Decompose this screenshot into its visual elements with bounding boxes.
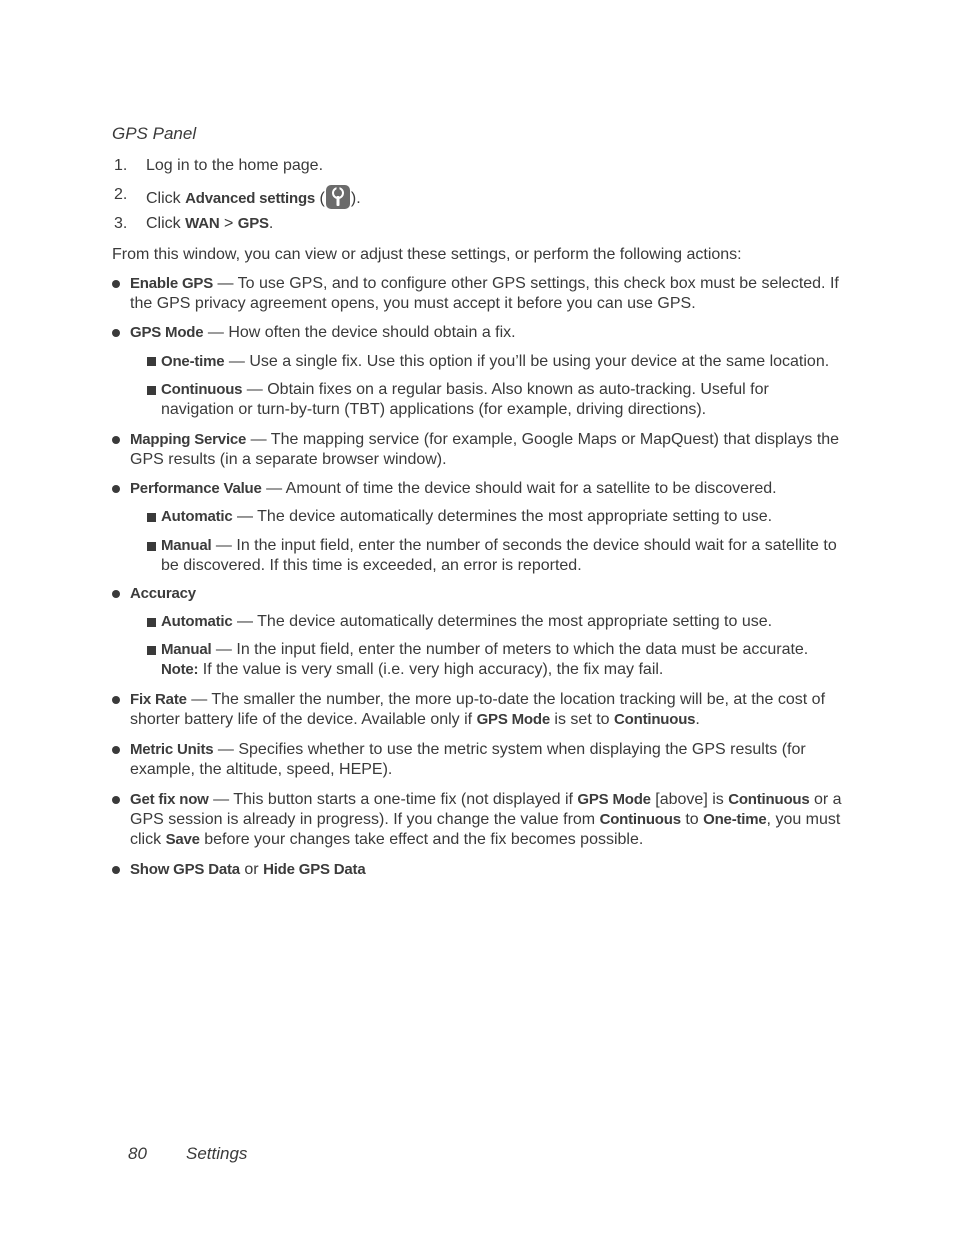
gps-label: GPS <box>237 215 269 232</box>
item-label: Continuous <box>161 381 243 398</box>
footer-section: Settings <box>186 1144 248 1163</box>
page-number: 80 <box>128 1144 147 1163</box>
path-separator: > <box>219 215 238 232</box>
item-label: Manual <box>161 641 212 658</box>
item-label: Fix Rate <box>130 691 187 708</box>
bullet-icon <box>112 436 120 444</box>
section-title: GPS Panel <box>112 124 197 143</box>
item-desc: is set to <box>549 711 615 728</box>
item-desc: or a GPS session is already in progress). If you change the value from <box>130 791 842 828</box>
gps-mode-ref: GPS Mode <box>476 711 550 728</box>
subitem-acc-automatic <box>161 612 843 632</box>
step-number: 1. <box>114 157 128 174</box>
subitem-one-time <box>161 352 843 372</box>
item-desc: before your changes take effect and the fix becomes possible. <box>199 831 644 848</box>
item-label: Manual <box>161 537 212 554</box>
item-show-gps-data <box>130 860 842 880</box>
item-desc: — Amount of time the device should wait for a satellite to be discovered. <box>261 480 777 497</box>
item-desc: — This button starts a one-time fix (not displayed if <box>208 791 578 808</box>
paren-open: ( <box>315 190 325 207</box>
continuous-ref: Continuous <box>599 811 681 828</box>
bullet-icon <box>112 590 120 598</box>
item-enable-gps <box>130 274 842 314</box>
step-text <box>146 214 273 234</box>
step-number: 2. <box>114 186 128 203</box>
square-bullet-icon <box>147 646 156 655</box>
subitem-acc-manual <box>161 640 843 680</box>
gps-mode-ref: GPS Mode <box>577 791 651 808</box>
item-desc: — In the input field, enter the number of seconds the device should wait for a satellite to be discovered. If this time is exceeded, an error is reported. <box>161 537 837 574</box>
square-bullet-icon <box>147 542 156 551</box>
bullet-icon <box>112 485 120 493</box>
paren-close: ). <box>350 190 361 207</box>
item-desc: — The smaller the number, the more up-to-date the location tracking will be, at the cost of shorter battery life of the device. Available only if <box>130 691 826 728</box>
period: . <box>268 215 274 232</box>
save-ref: Save <box>165 831 200 848</box>
step-number: 3. <box>114 215 128 232</box>
item-desc: , you must click <box>130 811 841 848</box>
wrench-icon <box>326 185 350 209</box>
note-label: Note: <box>161 661 199 678</box>
item-desc: — Obtain fixes on a regular basis. Also known as auto-tracking. Useful for navigation or turn-by-turn (TBT) applications (for example, driving directions). <box>161 381 769 418</box>
subitem-perf-automatic <box>161 507 843 527</box>
item-desc: or <box>239 861 264 878</box>
item-desc: — Use a single fix. Use this option if you’ll be using your device at the same location. <box>224 353 830 370</box>
item-desc: — The device automatically determines the most appropriate setting to use. <box>232 613 773 630</box>
subitem-continuous <box>161 380 843 420</box>
item-desc: — To use GPS, and to configure other GPS settings, this check box must be selected. If the GPS privacy agreement opens, you must accept it before you can use GPS. <box>130 275 839 312</box>
item-label: GPS Mode <box>130 324 204 341</box>
square-bullet-icon <box>147 513 156 522</box>
item-fix-rate <box>130 690 842 730</box>
bullet-icon <box>112 746 120 754</box>
square-bullet-icon <box>147 357 156 366</box>
one-time-ref: One-time <box>703 811 767 828</box>
bullet-icon <box>112 866 120 874</box>
square-bullet-icon <box>147 618 156 627</box>
continuous-ref: Continuous <box>614 711 696 728</box>
item-label: Mapping Service <box>130 431 247 448</box>
step-text <box>146 185 361 209</box>
item-label: Automatic <box>161 613 233 630</box>
item-accuracy <box>130 584 842 604</box>
note-text: If the value is very small (i.e. very high accuracy), the fix may fail. <box>198 661 664 678</box>
item-get-fix-now <box>130 790 842 850</box>
item-label: One-time <box>161 353 225 370</box>
step-text: Log in to the home page. <box>146 157 324 174</box>
item-desc: — Specifies whether to use the metric system when displaying the GPS results (for example, the altitude, speed, HEPE). <box>130 741 806 778</box>
item-label: Automatic <box>161 508 233 525</box>
item-label: Accuracy <box>130 585 196 602</box>
item-label: Get fix now <box>130 791 209 808</box>
item-desc: — The mapping service (for example, Google Maps or MapQuest) that displays the GPS results (in a separate browser window). <box>130 431 840 468</box>
item-metric-units <box>130 740 842 780</box>
continuous-ref: Continuous <box>728 791 810 808</box>
period: . <box>695 711 700 728</box>
bullet-icon <box>112 696 120 704</box>
wan-label: WAN <box>185 215 220 232</box>
item-desc: to <box>680 811 704 828</box>
item-desc: [above] is <box>650 791 729 808</box>
item-label: Hide GPS Data <box>263 861 366 878</box>
item-label: Enable GPS <box>130 275 214 292</box>
bullet-icon <box>112 329 120 337</box>
step-prefix: Click <box>146 215 186 232</box>
step-prefix: Click <box>146 190 186 207</box>
intro-text: From this window, you can view or adjust these settings, or perform the following actions: <box>112 246 742 263</box>
square-bullet-icon <box>147 386 156 395</box>
item-label: Performance Value <box>130 480 262 497</box>
bullet-icon <box>112 280 120 288</box>
item-gps-mode <box>130 323 842 343</box>
item-label: Show GPS Data <box>130 861 240 878</box>
subitem-perf-manual <box>161 536 843 576</box>
bullet-icon <box>112 796 120 804</box>
advanced-settings-label: Advanced settings <box>185 190 316 207</box>
item-label: Metric Units <box>130 741 214 758</box>
item-mapping-service <box>130 430 842 470</box>
item-performance-value <box>130 479 842 499</box>
item-desc: — How often the device should obtain a fix. <box>203 324 516 341</box>
item-desc: — In the input field, enter the number of meters to which the data must be accurate. <box>211 641 809 658</box>
item-desc: — The device automatically determines the most appropriate setting to use. <box>232 508 773 525</box>
